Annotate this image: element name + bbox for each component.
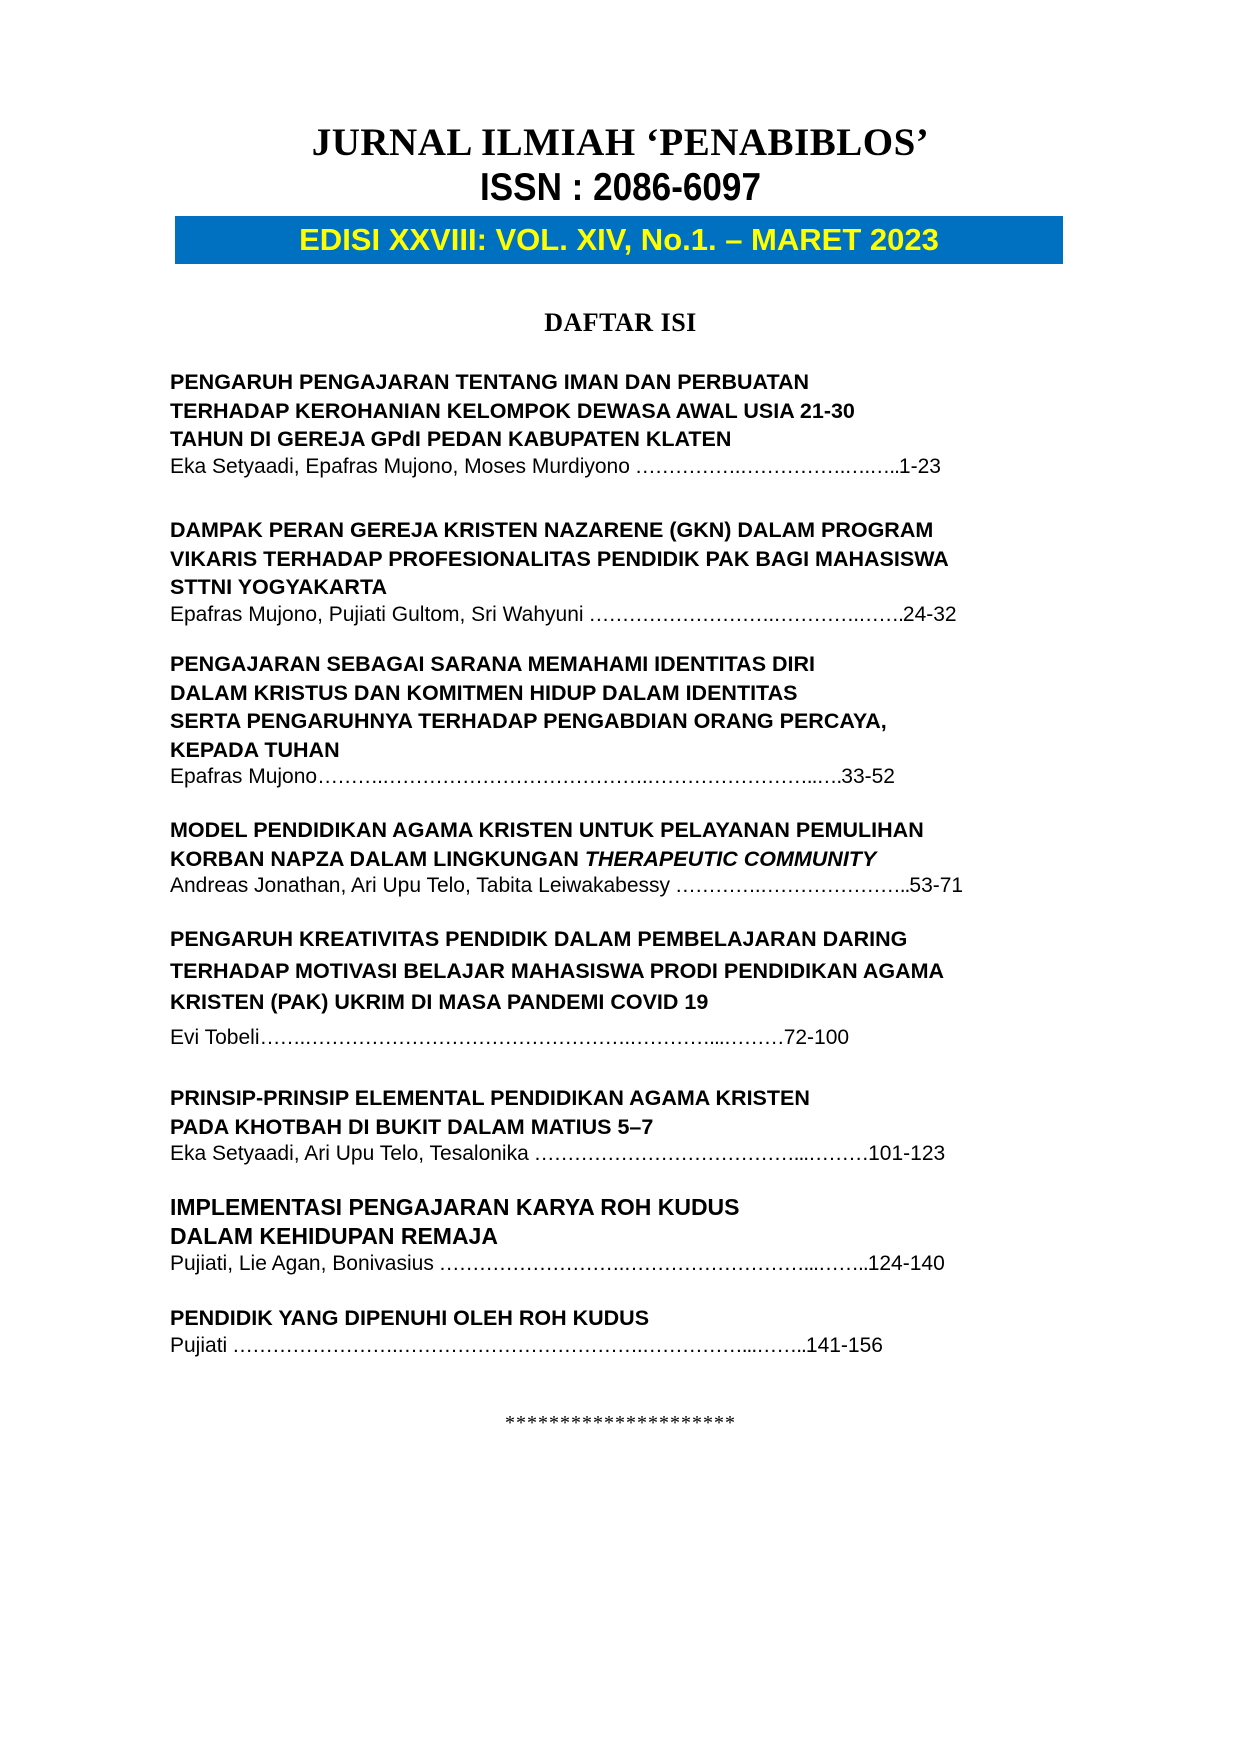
- entry-pages: 53-71: [909, 874, 964, 897]
- entry-title: [170, 368, 941, 454]
- entry-pages: 101-123: [868, 1142, 946, 1165]
- entry-title: [170, 1304, 883, 1333]
- entry-title: [170, 650, 895, 764]
- entry-pages: 141-156: [805, 1333, 883, 1357]
- entry-leader: …………………………………...………: [528, 1142, 869, 1165]
- entry-title: [170, 516, 957, 602]
- issn: ISSN : 2086-6097: [480, 166, 761, 209]
- toc-entry: [170, 1084, 945, 1167]
- entry-title: [170, 1193, 945, 1251]
- entry-title-line: PENGARUH PENGAJARAN TENTANG IMAN DAN PERBUATAN: [170, 370, 810, 394]
- entry-title-line: IMPLEMENTASI PENGAJARAN KARYA ROH KUDUS: [170, 1194, 740, 1220]
- entry-title-line: DALAM KEHIDUPAN REMAJA: [170, 1223, 498, 1249]
- entry-authors-names: Epafras Mujono: [170, 765, 318, 788]
- entry-title-line: KEPADA TUHAN: [170, 737, 340, 762]
- edition-text: EDISI XXVIII: VOL. XIV, No.1. – MARET 2023: [299, 222, 939, 257]
- toc-entry: [170, 1193, 945, 1277]
- toc-heading: DAFTAR ISI: [544, 308, 697, 337]
- toc-entry: [170, 650, 895, 790]
- entry-title-line: MODEL PENDIDIKAN AGAMA KRISTEN UNTUK PELAYANAN PEMULIHAN: [170, 818, 924, 842]
- entry-title-line: PENGAJARAN SEBAGAI SARANA MEMAHAMI IDENTITAS DIRI: [170, 652, 816, 676]
- entry-title-line: DALAM KRISTUS DAN KOMITMEN HIDUP DALAM IDENTITAS: [170, 680, 798, 705]
- entry-title-line: PRINSIP-PRINSIP ELEMENTAL PENDIDIKAN AGAMA KRISTEN: [170, 1086, 810, 1110]
- toc-entry: [170, 1304, 883, 1359]
- entry-leader: ……………………….………….…….: [583, 602, 903, 626]
- entry-pages: 33-52: [841, 765, 895, 788]
- entry-leader: …………………….……………………………….……………...……..: [227, 1333, 806, 1357]
- entry-leader: ……….………………………………….……………………..….: [317, 765, 842, 788]
- toc-entry: [170, 368, 941, 480]
- entry-leader: ……………………….………………………...……..: [433, 1252, 868, 1275]
- entry-title-line: DAMPAK PERAN GEREJA KRISTEN NAZARENE (GKN) DALAM PROGRAM: [170, 518, 934, 542]
- entry-authors-names: Eka Setyaadi, Ari Upu Telo, Tesalonika: [170, 1142, 529, 1165]
- entry-authors: [170, 1025, 944, 1051]
- entry-authors: [170, 1251, 945, 1277]
- entry-title-line: KRISTEN (PAK) UKRIM DI MASA PANDEMI COVID 19: [170, 990, 709, 1014]
- entry-authors: [170, 454, 941, 480]
- toc-entry: [170, 816, 963, 899]
- entry-title-line: STTNI YOGYAKARTA: [170, 575, 388, 599]
- entry-title-line: PENDIDIK YANG DIPENUHI OLEH ROH KUDUS: [170, 1306, 650, 1330]
- entry-leader: …….………………………………………….…………...………: [259, 1025, 784, 1049]
- entry-title: [170, 816, 963, 873]
- entry-title-line: PENGARUH KREATIVITAS PENDIDIK DALAM PEMBELAJARAN DARING: [170, 927, 908, 951]
- entry-authors-names: Eka Setyaadi, Epafras Mujono, Moses Murdiyono: [170, 454, 630, 478]
- entry-authors-names: Andreas Jonathan, Ari Upu Telo, Tabita Leiwakabessy: [170, 874, 671, 897]
- journal-title: JURNAL ILMIAH ‘PENABIBLOS’: [311, 121, 930, 164]
- toc-entry: [170, 924, 944, 1051]
- entry-title-line: VIKARIS TERHADAP PROFESIONALITAS PENDIDIK PAK BAGI MAHASISWA: [170, 546, 949, 571]
- entry-pages: 124-140: [867, 1252, 945, 1275]
- entry-authors: [170, 602, 957, 628]
- entry-pages: 1-23: [898, 454, 941, 478]
- entry-pages: 72-100: [783, 1025, 850, 1049]
- entry-title-line: PADA KHOTBAH DI BUKIT DALAM MATIUS 5–7: [170, 1114, 654, 1139]
- entry-title-line: TERHADAP MOTIVASI BELAJAR MAHASISWA PRODI PENDIDIKAN AGAMA: [170, 958, 945, 983]
- edition-banner: [175, 216, 1063, 264]
- entry-title-line: SERTA PENGARUHNYA TERHADAP PENGABDIAN ORANG PERCAYA,: [170, 709, 887, 733]
- entry-title-line: TAHUN DI GEREJA GPdI PEDAN KABUPATEN KLATEN: [170, 427, 732, 451]
- entry-leader: ………….…………………..: [670, 874, 910, 897]
- entry-authors: [170, 1333, 883, 1359]
- entry-title-line: TERHADAP KEROHANIAN KELOMPOK DEWASA AWAL USIA 21-30: [170, 398, 855, 423]
- entry-authors: [170, 873, 963, 899]
- entry-title: [170, 1084, 945, 1141]
- entry-authors: [170, 1141, 945, 1167]
- entry-authors: [170, 764, 895, 790]
- entry-authors-names: Epafras Mujono, Pujiati Gultom, Sri Wahyuni: [170, 602, 584, 626]
- entry-title-line: [170, 845, 963, 874]
- entry-title: [170, 924, 944, 1019]
- toc-entry: [170, 516, 957, 628]
- entry-pages: 24-32: [902, 602, 957, 626]
- entry-title-italic: THERAPEUTIC COMMUNITY: [584, 846, 877, 871]
- entry-title-text: KORBAN NAPZA DALAM LINGKUNGAN: [170, 846, 585, 871]
- footer-separator: *********************: [505, 1412, 736, 1434]
- entry-leader: …………….…………….….…..: [629, 454, 899, 478]
- entry-authors-names: Pujiati: [170, 1333, 228, 1357]
- entry-authors-names: Evi Tobeli: [170, 1025, 260, 1049]
- entry-authors-names: Pujiati, Lie Agan, Bonivasius: [170, 1252, 434, 1275]
